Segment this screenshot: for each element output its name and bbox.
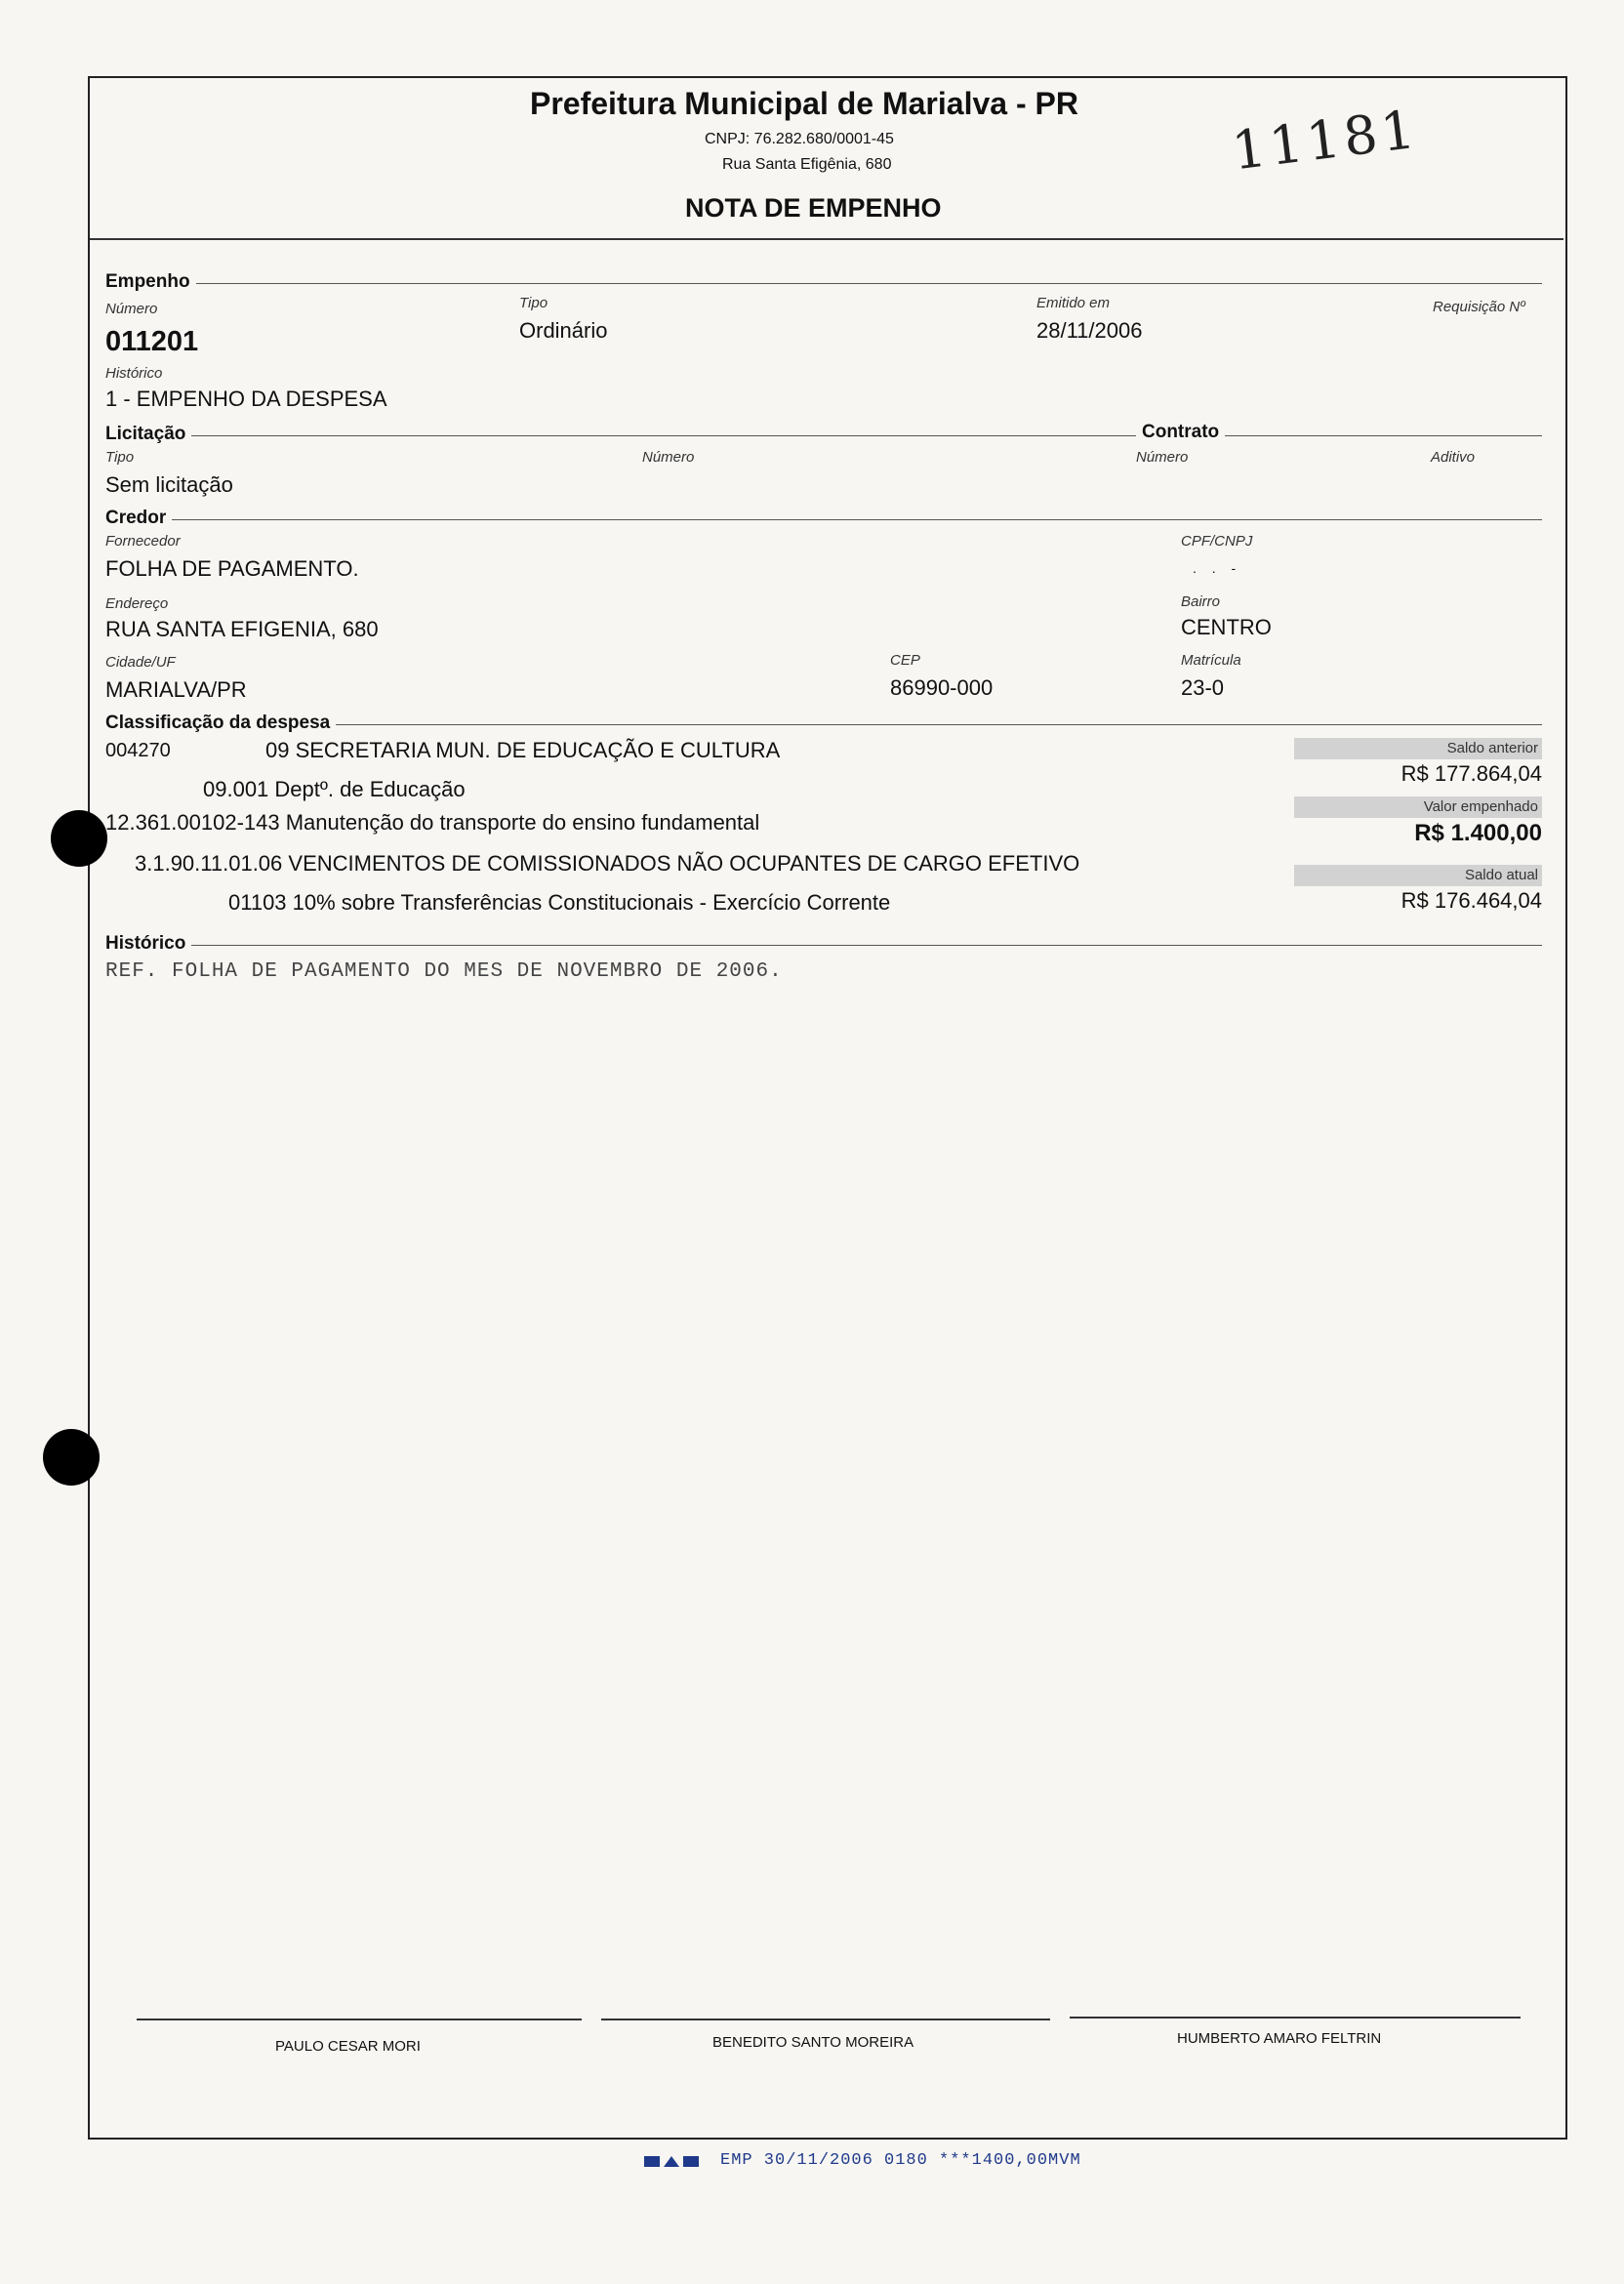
empenho-section-label: Empenho: [105, 271, 196, 293]
historico-label-small: Histórico: [105, 365, 163, 382]
header-divider: [90, 238, 1563, 240]
emitido-date: 28/11/2006: [1036, 318, 1143, 343]
historico-section-label: Histórico: [105, 933, 191, 955]
matricula-label: Matrícula: [1181, 652, 1241, 669]
bairro: CENTRO: [1181, 615, 1272, 639]
historico-rule: [107, 945, 1542, 946]
signature-name-1: PAULO CESAR MORI: [275, 2038, 421, 2055]
fornecedor: FOLHA DE PAGAMENTO.: [105, 556, 359, 581]
endereco: RUA SANTA EFIGENIA, 680: [105, 617, 379, 641]
contrato-numero-label: Número: [1136, 449, 1189, 466]
licitacao-tipo: Sem licitação: [105, 472, 233, 497]
classificacao-section-label: Classificação da despesa: [105, 713, 336, 734]
valor-empenhado-bar: [1294, 796, 1542, 818]
empenho-rule: [107, 283, 1542, 284]
cep: 86990-000: [890, 675, 994, 700]
cnpj: CNPJ: 76.282.680/0001-45: [705, 131, 894, 147]
credor-rule: [107, 519, 1542, 520]
empenho-tipo: Ordinário: [519, 318, 608, 343]
footer-logo-icon: [644, 2153, 701, 2169]
handwritten-number: 11181: [1228, 98, 1422, 183]
signature-line-1: [137, 2019, 582, 2020]
saldo-anterior-label: Saldo anterior: [1446, 740, 1538, 756]
requisicao-label: Requisição Nº: [1433, 299, 1525, 315]
punch-hole-top: [51, 810, 107, 867]
credor-section-label: Credor: [105, 508, 172, 529]
classificacao-line3: 12.361.00102-143 Manutenção do transporte do ensino fundamental: [105, 810, 760, 835]
licitacao-tipo-label: Tipo: [105, 449, 135, 466]
empenho-numero: 011201: [105, 326, 199, 357]
contrato-aditivo-label: Aditivo: [1431, 449, 1476, 466]
valor-empenhado-label: Valor empenhado: [1423, 798, 1538, 815]
cpf-value: . . -: [1193, 560, 1242, 576]
page-title: Prefeitura Municipal de Marialva - PR: [530, 86, 1078, 121]
bairro-label: Bairro: [1181, 593, 1221, 610]
cep-label: CEP: [890, 652, 920, 669]
footer-stamp: EMP 30/11/2006 0180 ***1400,00MVM: [720, 2151, 1081, 2170]
classificacao-line2: 09.001 Deptº. de Educação: [203, 777, 466, 801]
classificacao-line5: 01103 10% sobre Transferências Constitucionais - Exercício Corrente: [228, 890, 891, 915]
matricula: 23-0: [1181, 675, 1225, 700]
punch-hole-bottom: [43, 1429, 100, 1486]
empenho-historico: 1 - EMPENHO DA DESPESA: [105, 387, 387, 411]
doc-title: NOTA DE EMPENHO: [685, 193, 942, 223]
licitacao-numero-label: Número: [642, 449, 695, 466]
cidade: MARIALVA/PR: [105, 677, 247, 702]
licitacao-rule: [107, 435, 1542, 436]
historico-text: REF. FOLHA DE PAGAMENTO DO MES DE NOVEMBRO DE 2006.: [105, 960, 783, 983]
classificacao-code: 004270: [105, 740, 171, 761]
classificacao-line1: 09 SECRETARIA MUN. DE EDUCAÇÃO E CULTURA: [265, 738, 781, 762]
fornecedor-label: Fornecedor: [105, 533, 181, 550]
logo-mark-icon: [644, 2153, 701, 2169]
address: Rua Santa Efigênia, 680: [722, 156, 892, 173]
saldo-anterior-bar: [1294, 738, 1542, 759]
endereco-label: Endereço: [105, 595, 169, 612]
saldo-atual-label: Saldo atual: [1464, 867, 1538, 883]
classificacao-line4: 3.1.90.11.01.06 VENCIMENTOS DE COMISSIONADOS NÃO OCUPANTES DE CARGO EFETIVO: [135, 851, 1080, 876]
cpf-label: CPF/CNPJ: [1181, 533, 1253, 550]
signature-line-2: [601, 2019, 1050, 2020]
saldo-anterior: R$ 177.864,04: [1401, 761, 1542, 786]
saldo-atual: R$ 176.464,04: [1401, 888, 1542, 913]
empenho-numero-label: Número: [105, 301, 158, 317]
saldo-atual-bar: [1294, 865, 1542, 886]
cidade-label: Cidade/UF: [105, 654, 176, 671]
empenho-tipo-label: Tipo: [519, 295, 548, 311]
emitido-label: Emitido em: [1036, 295, 1111, 311]
valor-empenhado: R$ 1.400,00: [1414, 820, 1542, 846]
signature-name-3: HUMBERTO AMARO FELTRIN: [1177, 2030, 1382, 2047]
signature-name-2: BENEDITO SANTO MOREIRA: [712, 2034, 914, 2051]
licitacao-section-label: Licitação: [105, 424, 191, 445]
contrato-section-label: Contrato: [1136, 422, 1225, 443]
signature-line-3: [1070, 2017, 1521, 2019]
